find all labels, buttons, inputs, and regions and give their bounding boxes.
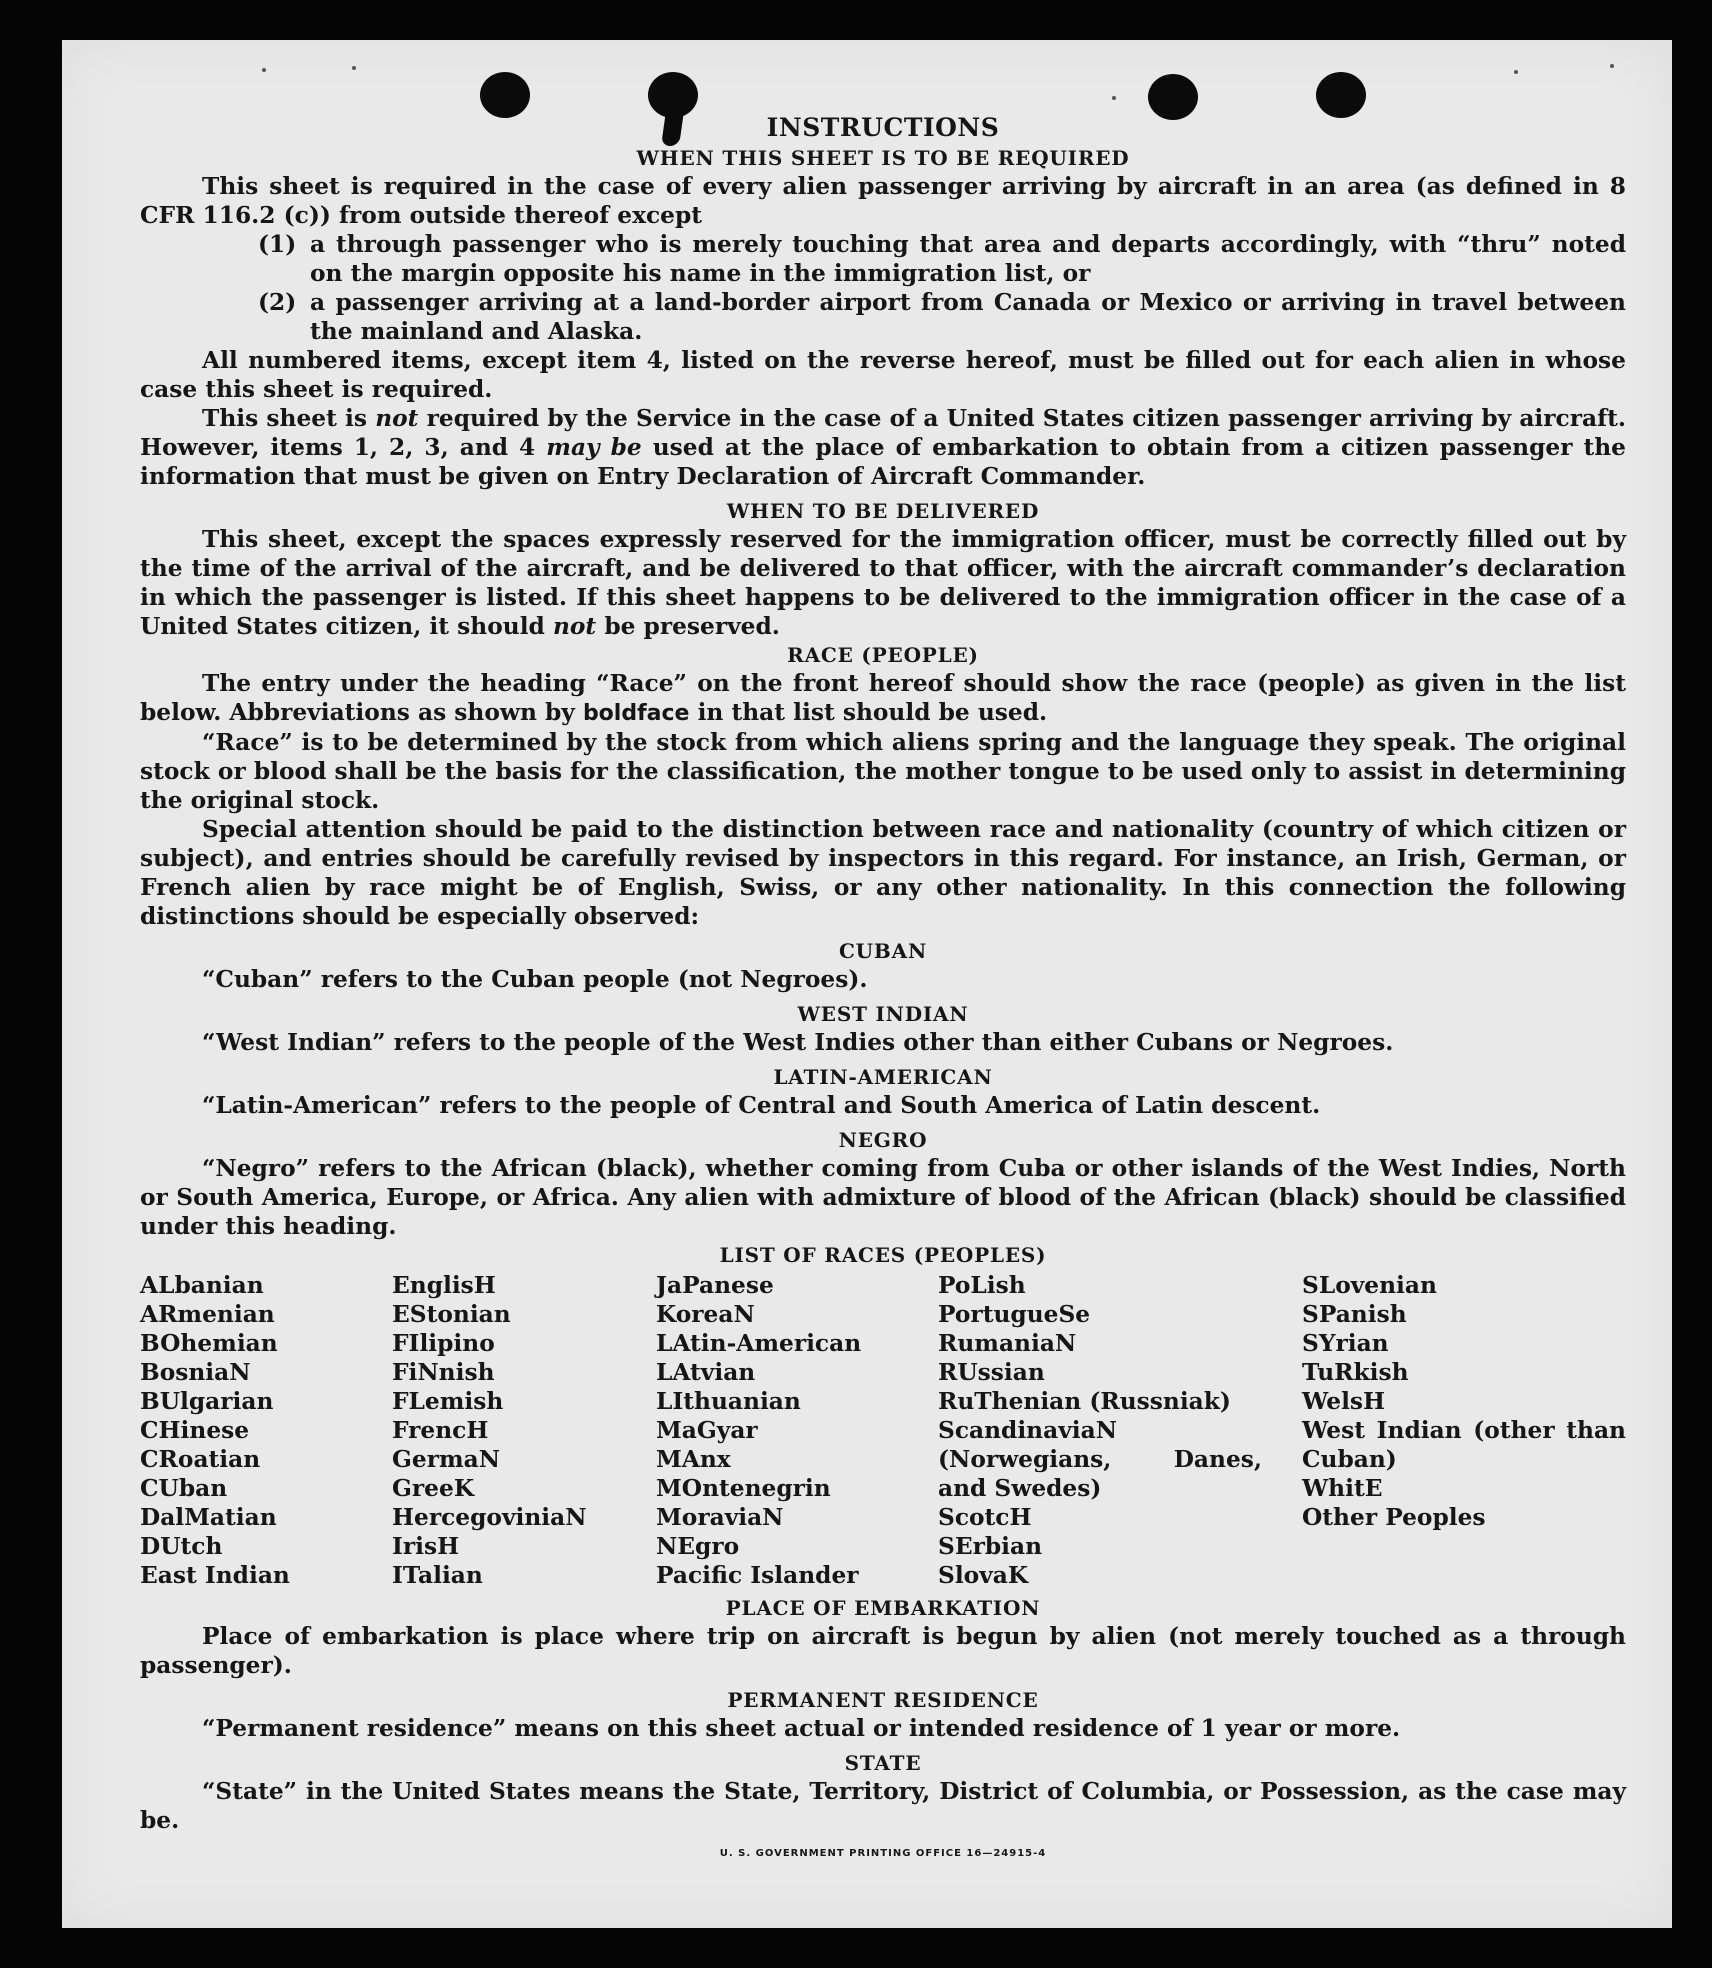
- citizen-paragraph: This sheet is not required by the Service in the case of a United States citizen passenger arriving by aircraft. However, items 1, 2, 3, and 4 may be used at the place of embarkation to obtain from a citizen passenger the information that must be given on Entry Declaration of Aircraft Commander.: [140, 405, 1627, 490]
- race-entry: IrisH: [392, 1533, 460, 1560]
- negro-definition: “Negro” refers to the African (black), whether coming from Cuba or other islands of the West Indies, North or South America, Europe, or Africa. Any alien with admixture of blood of the African (black) should be classified under this heading.: [140, 1155, 1626, 1240]
- state-paragraph: “State” in the United States means the State, Territory, District of Columbia, or Possession, as the case may be.: [140, 1778, 1626, 1834]
- race-entry: Pacific Islander: [656, 1562, 859, 1589]
- race-entry: FLemish: [392, 1388, 504, 1415]
- race-entry: BOhemian: [140, 1330, 278, 1357]
- numbered-items-paragraph: All numbered items, except item 4, listed on the reverse hereof, must be filled out for each alien in whose case this sheet is required.: [140, 347, 1626, 403]
- section-heading-delivered: WHEN TO BE DELIVERED: [726, 499, 1040, 523]
- section-heading-required: WHEN THIS SHEET IS TO BE REQUIRED: [636, 146, 1130, 170]
- required-intro: This sheet is required in the case of every alien passenger arriving by aircraft in an area (as defined in 8 CFR 116.2 (c)) from outside thereof except: [140, 173, 1626, 229]
- race-entry: DUtch: [140, 1533, 223, 1560]
- section-heading-races-list: LIST OF RACES (PEOPLES): [719, 1243, 1047, 1267]
- section-heading-cuban: CUBAN: [838, 939, 928, 963]
- race-paragraph-2: “Race” is to be determined by the stock from which aliens spring and the language they speak. The original stock or blood shall be the basis for the classification, the mother tongue to be used only to assist in determining the original stock.: [140, 729, 1626, 814]
- speck: [352, 66, 356, 70]
- race-entry: ALbanian: [140, 1272, 264, 1299]
- race-entry: MOntenegrin: [656, 1475, 831, 1502]
- races-column-1: [140, 1271, 392, 1590]
- race-entry: HercegoviniaN: [392, 1504, 587, 1531]
- instructions-body: [140, 112, 1626, 1861]
- race-paragraph-3: Special attention should be paid to the distinction between race and nationality (country of which citizen or subject), and entries should be carefully revised by inspectors in this regard. For instance, an Irish, German, or French alien by race might be of English, Swiss, or any other nationality. In this connection the following distinctions should be especially observed:: [140, 816, 1626, 930]
- races-column-2: [392, 1271, 656, 1590]
- speck: [1514, 70, 1518, 74]
- west-indian-definition: “West Indian” refers to the people of the West Indies other than either Cubans or Negroes.: [202, 1029, 1394, 1056]
- race-entry-west-indian: West Indian (other than Cuban): [1302, 1417, 1626, 1473]
- exception-text: a passenger arriving at a land-border airport from Canada or Mexico or arriving in travel between the mainland and Alaska.: [310, 289, 1626, 345]
- races-column-3: [656, 1271, 938, 1590]
- embarkation-paragraph: Place of embarkation is place where trip on aircraft is begun by alien (not merely touched as a through passenger).: [140, 1623, 1626, 1679]
- race-entry: East Indian: [140, 1562, 290, 1589]
- section-heading-residence: PERMANENT RESIDENCE: [727, 1688, 1039, 1712]
- race-entry: PortugueSe: [938, 1301, 1091, 1328]
- race-entry: LAtin-American: [656, 1330, 862, 1357]
- latin-american-definition: “Latin-American” refers to the people of Central and South America of Latin descent.: [202, 1092, 1321, 1119]
- race-paragraph-1: The entry under the heading “Race” on the front hereof should show the race (people) as given in the list below. Abbreviations as shown by boldface in that list should be used.: [140, 670, 1626, 726]
- section-heading-latin-american: LATIN-AMERICAN: [773, 1065, 993, 1089]
- race-entry: MaGyar: [656, 1417, 758, 1444]
- races-list: [140, 1271, 1626, 1590]
- printing-office-footer: U. S. GOVERNMENT PRINTING OFFICE 16—24915-4: [719, 1848, 1047, 1859]
- race-entry: NEgro: [656, 1533, 740, 1560]
- race-entry: FiNnish: [392, 1359, 495, 1386]
- race-entry: RuThenian (Russniak): [938, 1388, 1231, 1415]
- exception-item: [140, 288, 1626, 346]
- race-entry: MoraviaN: [656, 1504, 784, 1531]
- race-entry: TuRkish: [1302, 1359, 1409, 1386]
- race-entry: RumaniaN: [938, 1330, 1077, 1357]
- residence-paragraph: “Permanent residence” means on this sheet actual or intended residence of 1 year or more.: [202, 1715, 1401, 1742]
- race-entry: ITalian: [392, 1562, 483, 1589]
- race-entry: BosniaN: [140, 1359, 251, 1386]
- section-heading-state: STATE: [844, 1751, 922, 1775]
- delivered-paragraph: This sheet, except the spaces expressly reserved for the immigration officer, must be correctly filled out by the time of the arrival of the aircraft, and be delivered to that officer, with the aircraft commander’s declaration in which the passenger is listed. If this sheet happens to be delivered to the immigration officer in the case of a United States citizen, it should not be preserved.: [140, 526, 1626, 640]
- race-entry: CRoatian: [140, 1446, 261, 1473]
- race-entry: MAnx: [656, 1446, 731, 1473]
- exception-number: (1): [258, 231, 297, 258]
- race-entry: SLovenian: [1302, 1272, 1437, 1299]
- section-heading-race: RACE (PEOPLE): [787, 643, 979, 667]
- race-entry: SErbian: [938, 1533, 1043, 1560]
- page-title: INSTRUCTIONS: [766, 113, 1000, 142]
- race-entry: FIlipino: [392, 1330, 495, 1357]
- race-entry: Other Peoples: [1302, 1504, 1486, 1531]
- race-entry: GermaN: [392, 1446, 501, 1473]
- document-page: [62, 40, 1672, 1928]
- cuban-definition: “Cuban” refers to the Cuban people (not Negroes).: [202, 966, 868, 993]
- exception-text: a through passenger who is merely touching that area and departs accordingly, with “thru” noted on the margin opposite his name in the immigration list, or: [310, 231, 1626, 287]
- race-entry: CUban: [140, 1475, 228, 1502]
- race-entry: ScotcH: [938, 1504, 1032, 1531]
- section-heading-west-indian: WEST INDIAN: [797, 1002, 969, 1026]
- speck: [1610, 64, 1614, 68]
- speck: [1112, 96, 1116, 100]
- race-entry: BUlgarian: [140, 1388, 274, 1415]
- race-entry: LAtvian: [656, 1359, 756, 1386]
- races-column-4: [938, 1271, 1302, 1590]
- race-entry: EnglisH: [392, 1272, 496, 1299]
- section-heading-embarkation: PLACE OF EMBARKATION: [725, 1596, 1041, 1620]
- race-entry: GreeK: [392, 1475, 475, 1502]
- race-entry: SlovaK: [938, 1562, 1029, 1589]
- race-entry: JaPanese: [656, 1272, 774, 1299]
- race-entry: SYrian: [1302, 1330, 1389, 1357]
- race-entry: ARmenian: [140, 1301, 275, 1328]
- race-entry: SPanish: [1302, 1301, 1407, 1328]
- race-entry: DalMatian: [140, 1504, 277, 1531]
- race-entry: FrencH: [392, 1417, 489, 1444]
- race-entry: KoreaN: [656, 1301, 755, 1328]
- race-entry: LIthuanian: [656, 1388, 801, 1415]
- speck: [262, 68, 266, 72]
- race-entry: RUssian: [938, 1359, 1045, 1386]
- race-entry-scandinavian: ScandinaviaN (Norwegians, Danes, and Swedes): [938, 1417, 1262, 1502]
- section-heading-negro: NEGRO: [838, 1128, 928, 1152]
- exception-item: [140, 230, 1626, 288]
- race-entry: WelsH: [1302, 1388, 1386, 1415]
- exception-number: (2): [258, 289, 297, 316]
- race-entry: CHinese: [140, 1417, 250, 1444]
- race-entry: PoLish: [938, 1272, 1026, 1299]
- race-entry: WhitE: [1302, 1475, 1383, 1502]
- race-entry: EStonian: [392, 1301, 511, 1328]
- races-column-5: [1302, 1271, 1626, 1590]
